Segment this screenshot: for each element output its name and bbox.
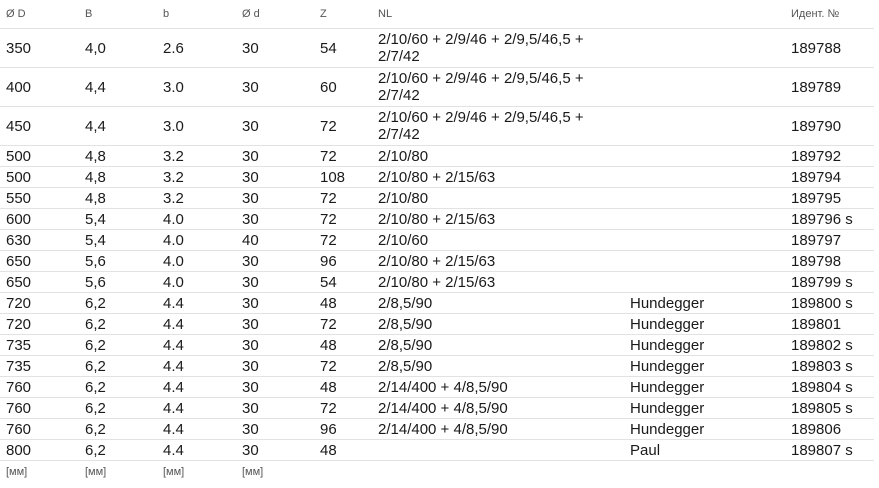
unit-cell — [372, 461, 624, 484]
cell-nl: 2/14/400 + 4/8,5/90 — [372, 377, 624, 398]
cell-diameter-d: 720 — [0, 314, 79, 335]
cell-diameter-d: 760 — [0, 377, 79, 398]
cell-bore-diameter: 30 — [236, 209, 314, 230]
cell-width-b-upper: 6,2 — [79, 419, 157, 440]
cell-machine — [624, 272, 785, 293]
units-row — [0, 461, 874, 484]
cell-nl: 2/10/60 + 2/9/46 + 2/9,5/46,5 + 2/7/42 — [372, 29, 624, 68]
unit-cell — [785, 461, 874, 484]
cell-diameter-d: 735 — [0, 356, 79, 377]
cell-nl: 2/14/400 + 4/8,5/90 — [372, 419, 624, 440]
cell-nl: 2/10/80 + 2/15/63 — [372, 209, 624, 230]
table-row — [0, 167, 874, 188]
cell-diameter-d: 500 — [0, 167, 79, 188]
cell-teeth-count: 72 — [314, 230, 372, 251]
cell-nl: 2/10/80 + 2/15/63 — [372, 167, 624, 188]
cell-ident-number: 189807 s — [785, 440, 874, 461]
cell-machine — [624, 68, 785, 107]
cell-ident-number: 189806 — [785, 419, 874, 440]
cell-width-b-lower: 4.4 — [157, 398, 236, 419]
cell-bore-diameter: 30 — [236, 146, 314, 167]
table-row — [0, 209, 874, 230]
cell-ident-number: 189799 s — [785, 272, 874, 293]
cell-nl: 2/10/60 + 2/9/46 + 2/9,5/46,5 + 2/7/42 — [372, 107, 624, 146]
cell-ident-number: 189795 — [785, 188, 874, 209]
cell-bore-diameter: 30 — [236, 107, 314, 146]
cell-diameter-d: 650 — [0, 251, 79, 272]
header-bore-diameter: Ø d — [236, 0, 314, 29]
table-row — [0, 398, 874, 419]
cell-diameter-d: 650 — [0, 272, 79, 293]
cell-bore-diameter: 30 — [236, 356, 314, 377]
cell-machine: Hundegger — [624, 398, 785, 419]
cell-width-b-lower: 4.4 — [157, 356, 236, 377]
header-row — [0, 0, 874, 29]
cell-nl: 2/8,5/90 — [372, 356, 624, 377]
cell-ident-number: 189788 — [785, 29, 874, 68]
cell-nl: 2/8,5/90 — [372, 335, 624, 356]
cell-bore-diameter: 30 — [236, 29, 314, 68]
unit-cell: [мм] — [6, 465, 28, 478]
cell-width-b-lower: 3.2 — [157, 167, 236, 188]
cell-bore-diameter: 30 — [236, 251, 314, 272]
cell-nl: 2/10/60 + 2/9/46 + 2/9,5/46,5 + 2/7/42 — [372, 68, 624, 107]
cell-width-b-upper: 6,2 — [79, 314, 157, 335]
header-ident-number: Идент. № — [785, 0, 874, 29]
cell-machine: Hundegger — [624, 293, 785, 314]
cell-width-b-upper: 5,4 — [79, 209, 157, 230]
cell-diameter-d: 760 — [0, 398, 79, 419]
cell-diameter-d: 720 — [0, 293, 79, 314]
cell-ident-number: 189802 s — [785, 335, 874, 356]
cell-ident-number: 189798 — [785, 251, 874, 272]
cell-width-b-lower: 4.4 — [157, 314, 236, 335]
cell-teeth-count: 96 — [314, 251, 372, 272]
cell-bore-diameter: 30 — [236, 188, 314, 209]
cell-width-b-lower: 3.2 — [157, 146, 236, 167]
cell-width-b-lower: 4.0 — [157, 230, 236, 251]
cell-bore-diameter: 40 — [236, 230, 314, 251]
cell-ident-number: 189804 s — [785, 377, 874, 398]
cell-ident-number: 189794 — [785, 167, 874, 188]
cell-teeth-count: 96 — [314, 419, 372, 440]
cell-diameter-d: 600 — [0, 209, 79, 230]
cell-diameter-d: 800 — [0, 440, 79, 461]
cell-teeth-count: 48 — [314, 293, 372, 314]
cell-teeth-count: 60 — [314, 68, 372, 107]
table-row — [0, 419, 874, 440]
cell-ident-number: 189805 s — [785, 398, 874, 419]
cell-diameter-d: 450 — [0, 107, 79, 146]
cell-bore-diameter: 30 — [236, 335, 314, 356]
cell-teeth-count: 72 — [314, 356, 372, 377]
cell-diameter-d: 350 — [0, 29, 79, 68]
cell-bore-diameter: 30 — [236, 314, 314, 335]
cell-teeth-count: 108 — [314, 167, 372, 188]
cell-machine: Hundegger — [624, 314, 785, 335]
cell-machine — [624, 146, 785, 167]
cell-machine: Hundegger — [624, 335, 785, 356]
unit-cell: [мм] — [163, 465, 185, 478]
cell-width-b-upper: 6,2 — [79, 440, 157, 461]
table-row — [0, 188, 874, 209]
cell-width-b-lower: 4.4 — [157, 335, 236, 356]
cell-nl: 2/10/80 + 2/15/63 — [372, 251, 624, 272]
cell-width-b-upper: 4,4 — [79, 107, 157, 146]
cell-diameter-d: 735 — [0, 335, 79, 356]
cell-bore-diameter: 30 — [236, 377, 314, 398]
cell-machine — [624, 29, 785, 68]
cell-width-b-upper: 5,6 — [79, 251, 157, 272]
cell-nl: 2/8,5/90 — [372, 314, 624, 335]
cell-machine — [624, 107, 785, 146]
cell-bore-diameter: 30 — [236, 440, 314, 461]
header-nl: NL — [372, 0, 624, 29]
table-row — [0, 251, 874, 272]
cell-nl: 2/8,5/90 — [372, 293, 624, 314]
cell-width-b-lower: 4.0 — [157, 209, 236, 230]
header-width-b-lower: b — [157, 0, 236, 29]
cell-width-b-upper: 4,8 — [79, 146, 157, 167]
cell-width-b-upper: 6,2 — [79, 293, 157, 314]
cell-machine: Hundegger — [624, 356, 785, 377]
cell-teeth-count: 54 — [314, 272, 372, 293]
unit-cell — [624, 461, 785, 484]
table-row — [0, 107, 874, 146]
table-row — [0, 272, 874, 293]
cell-nl: 2/14/400 + 4/8,5/90 — [372, 398, 624, 419]
table-row — [0, 335, 874, 356]
cell-width-b-upper: 4,8 — [79, 167, 157, 188]
cell-width-b-upper: 5,6 — [79, 272, 157, 293]
cell-width-b-upper: 4,0 — [79, 29, 157, 68]
cell-teeth-count: 54 — [314, 29, 372, 68]
cell-diameter-d: 630 — [0, 230, 79, 251]
cell-ident-number: 189803 s — [785, 356, 874, 377]
cell-width-b-lower: 4.4 — [157, 293, 236, 314]
cell-teeth-count: 48 — [314, 377, 372, 398]
cell-teeth-count: 72 — [314, 209, 372, 230]
cell-width-b-upper: 6,2 — [79, 356, 157, 377]
cell-ident-number: 189797 — [785, 230, 874, 251]
cell-width-b-lower: 3.0 — [157, 107, 236, 146]
cell-machine — [624, 251, 785, 272]
cell-ident-number: 189801 — [785, 314, 874, 335]
cell-ident-number: 189800 s — [785, 293, 874, 314]
cell-teeth-count: 72 — [314, 398, 372, 419]
cell-teeth-count: 48 — [314, 440, 372, 461]
cell-width-b-lower: 2.6 — [157, 29, 236, 68]
table-row — [0, 230, 874, 251]
cell-diameter-d: 400 — [0, 68, 79, 107]
cell-nl — [372, 440, 624, 461]
table-row — [0, 440, 874, 461]
cell-teeth-count: 72 — [314, 146, 372, 167]
header-teeth-count: Z — [314, 0, 372, 29]
cell-nl: 2/10/80 — [372, 146, 624, 167]
cell-nl: 2/10/60 — [372, 230, 624, 251]
cell-ident-number: 189792 — [785, 146, 874, 167]
cell-nl: 2/10/80 — [372, 188, 624, 209]
cell-width-b-upper: 6,2 — [79, 335, 157, 356]
table-row — [0, 146, 874, 167]
unit-cell: [мм] — [242, 465, 264, 478]
cell-width-b-lower: 4.0 — [157, 272, 236, 293]
cell-teeth-count: 72 — [314, 314, 372, 335]
cell-ident-number: 189796 s — [785, 209, 874, 230]
cell-nl: 2/10/80 + 2/15/63 — [372, 272, 624, 293]
unit-cell — [314, 461, 372, 484]
cell-diameter-d: 500 — [0, 146, 79, 167]
table-row — [0, 377, 874, 398]
cell-bore-diameter: 30 — [236, 68, 314, 107]
unit-cell: [мм] — [85, 465, 107, 478]
cell-width-b-upper: 4,8 — [79, 188, 157, 209]
table-row — [0, 356, 874, 377]
header-machine — [624, 0, 785, 29]
cell-width-b-lower: 4.4 — [157, 419, 236, 440]
cell-machine — [624, 209, 785, 230]
cell-bore-diameter: 30 — [236, 419, 314, 440]
header-diameter-d: Ø D — [0, 0, 79, 29]
cell-width-b-upper: 6,2 — [79, 398, 157, 419]
cell-machine — [624, 230, 785, 251]
cell-machine: Hundegger — [624, 419, 785, 440]
cell-ident-number: 189789 — [785, 68, 874, 107]
cell-bore-diameter: 30 — [236, 272, 314, 293]
cell-machine — [624, 188, 785, 209]
cell-width-b-upper: 5,4 — [79, 230, 157, 251]
cell-width-b-lower: 3.2 — [157, 188, 236, 209]
cell-machine — [624, 167, 785, 188]
table-row — [0, 293, 874, 314]
table-row — [0, 314, 874, 335]
cell-teeth-count: 72 — [314, 188, 372, 209]
cell-diameter-d: 760 — [0, 419, 79, 440]
cell-bore-diameter: 30 — [236, 293, 314, 314]
cell-bore-diameter: 30 — [236, 167, 314, 188]
table-row — [0, 29, 874, 68]
cell-width-b-upper: 6,2 — [79, 377, 157, 398]
cell-width-b-lower: 4.4 — [157, 440, 236, 461]
cell-bore-diameter: 30 — [236, 398, 314, 419]
cell-teeth-count: 72 — [314, 107, 372, 146]
cell-ident-number: 189790 — [785, 107, 874, 146]
cell-teeth-count: 48 — [314, 335, 372, 356]
cell-width-b-lower: 4.0 — [157, 251, 236, 272]
cell-diameter-d: 550 — [0, 188, 79, 209]
cell-width-b-lower: 4.4 — [157, 377, 236, 398]
cell-width-b-upper: 4,4 — [79, 68, 157, 107]
header-width-b-upper: B — [79, 0, 157, 29]
cell-machine: Paul — [624, 440, 785, 461]
table-row — [0, 68, 874, 107]
cell-width-b-lower: 3.0 — [157, 68, 236, 107]
cell-machine: Hundegger — [624, 377, 785, 398]
